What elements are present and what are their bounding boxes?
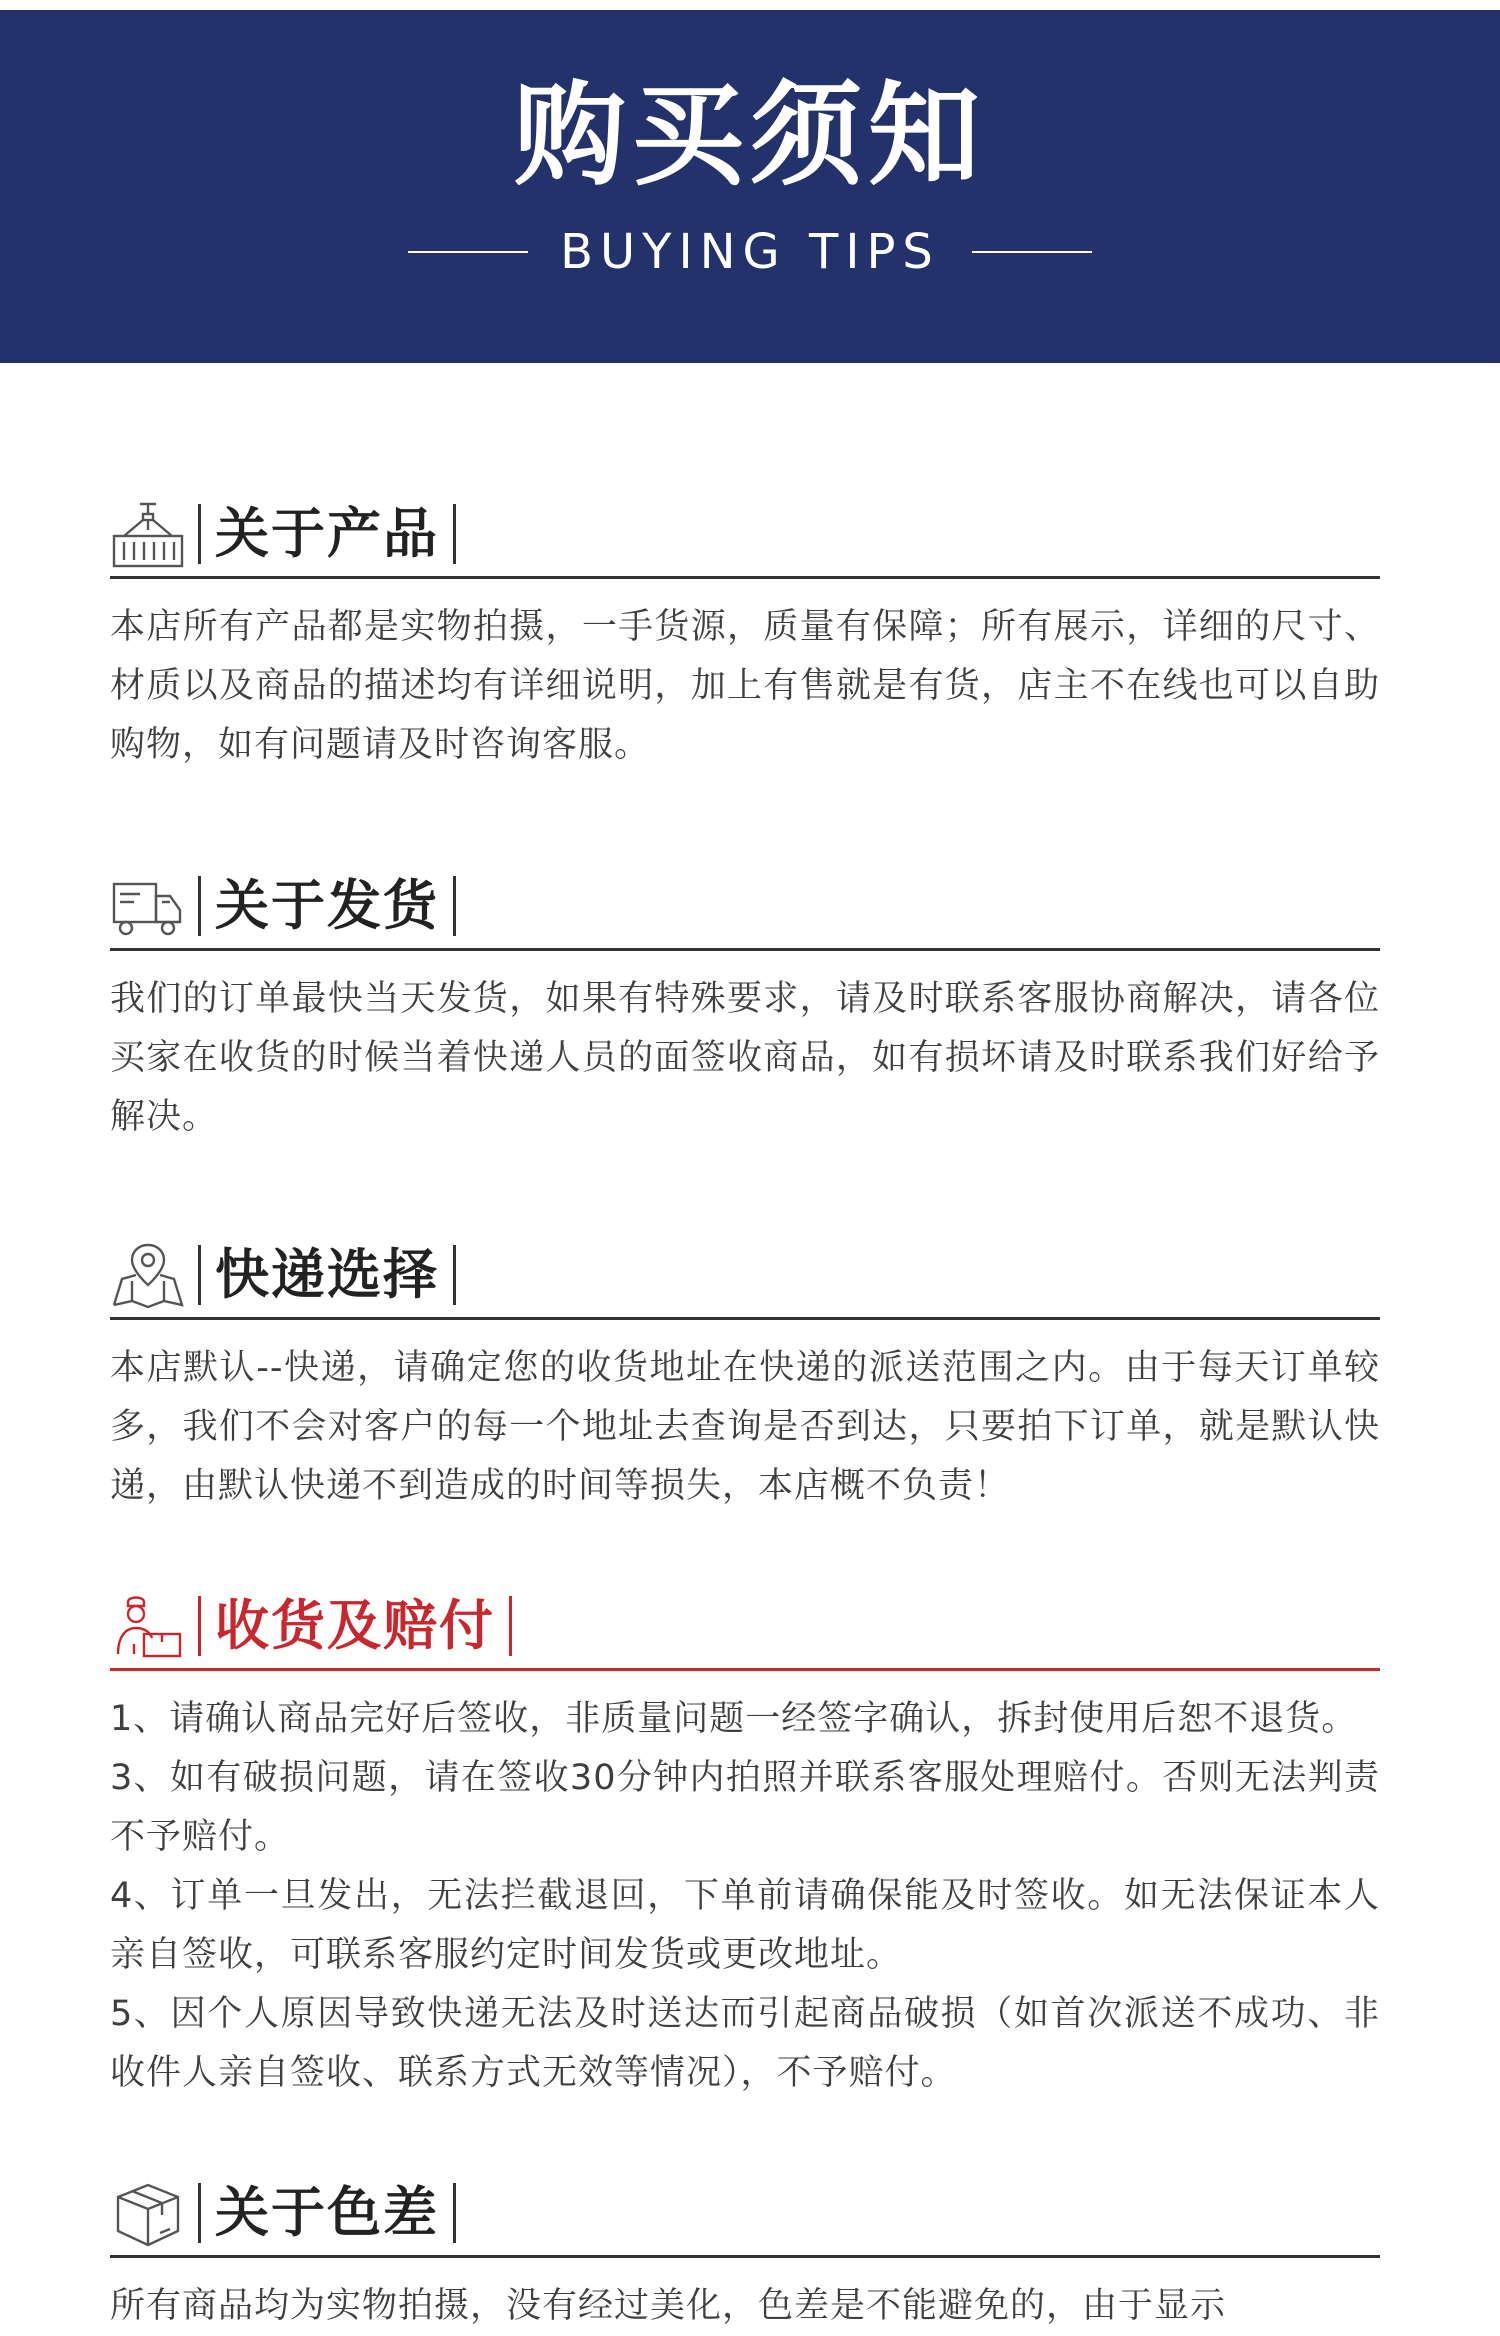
title-bar-right <box>453 2183 456 2243</box>
banner-subtitle: BUYING TIPS <box>560 224 940 280</box>
section-title: 关于发货 <box>215 874 439 937</box>
section-rule <box>110 1668 1380 1671</box>
title-bar-right <box>453 1245 456 1305</box>
section-header <box>110 1229 1380 1319</box>
map-pin-icon <box>110 1241 186 1311</box>
section-courier <box>110 1229 1380 1516</box>
courier-parcel-icon <box>110 1592 186 1662</box>
list-item: 5、因个人原因导致快递无法及时送达而引起商品破损（如首次派送不成功、非收件人亲自签收、联系方式无效等情况），不予赔付。 <box>110 1994 1380 2093</box>
section-title: 关于色差 <box>215 2181 439 2244</box>
section-body <box>110 598 1380 775</box>
title-bar-left <box>198 1245 201 1305</box>
title-bar-left <box>198 876 201 936</box>
banner-subtitle-row <box>0 224 1500 280</box>
section-body <box>110 970 1380 1147</box>
section-header <box>110 860 1380 950</box>
section-body <box>110 1339 1380 1516</box>
delivery-truck-icon <box>110 872 186 942</box>
section-rule <box>110 2255 1380 2258</box>
title-bar-left <box>198 2183 201 2243</box>
body-paragraph: 我们的订单最快当天发货，如果有特殊要求，请及时联系客服协商解决，请各位买家在收货的时候当着快递人员的面签收商品，如有损坏请及时联系我们好给予解决。 <box>110 979 1380 1137</box>
section-title: 快递选择 <box>215 1243 439 1306</box>
section-title: 收货及赔付 <box>215 1594 495 1657</box>
list-item: 1、请确认商品完好后签收，非质量问题一经签字确认，拆封使用后恕不退货。 <box>110 1699 1358 1739</box>
section-rule <box>110 948 1380 951</box>
title-bar-right <box>509 1596 512 1656</box>
body-paragraph: 本店默认--快递，请确定您的收货地址在快递的派送范围之内。由于每天订单较多，我们不会对客户的每一个地址去查询是否到达，只要拍下订单，就是默认快递，由默认快递不到造成的时间等损失，本店概不负责！ <box>110 1348 1380 1506</box>
page-title: 购买须知 <box>514 71 986 201</box>
section-header <box>110 488 1380 578</box>
section-body <box>110 2277 1380 2336</box>
section-title-group <box>198 2181 456 2245</box>
section-title-group <box>198 1243 456 1307</box>
body-paragraph: 所有商品均为实物拍摄，没有经过美化，色差是不能避免的，由于显示 <box>110 2286 1227 2326</box>
section-rule <box>110 576 1380 579</box>
section-title: 关于产品 <box>215 502 439 565</box>
section-receipt-compensation <box>110 1580 1380 2103</box>
title-bar-left <box>198 1596 201 1656</box>
section-shipping <box>110 860 1380 1147</box>
body-paragraph: 本店所有产品都是实物拍摄，一手货源，质量有保障；所有展示，详细的尺寸、材质以及商品的描述均有详细说明，加上有售就是有货，店主不在线也可以自助购物，如有问题请及时咨询客服。 <box>110 607 1380 765</box>
section-header <box>110 1580 1380 1670</box>
title-bar-right <box>453 504 456 564</box>
list-item: 4、订单一旦发出，无法拦截退回，下单前请确保能及时签收。如无法保证本人亲自签收，可联系客服约定时间发货或更改地址。 <box>110 1876 1380 1975</box>
section-title-group <box>198 1594 512 1658</box>
section-rule <box>110 1317 1380 1320</box>
container-crane-icon <box>110 500 186 570</box>
section-body <box>110 1690 1380 2103</box>
list-item: 3、如有破损问题，请在签收30分钟内拍照并联系客服处理赔付。否则无法判责不予赔付。 <box>110 1758 1380 1857</box>
title-bar-left <box>198 504 201 564</box>
section-color-difference <box>110 2167 1380 2336</box>
divider-left <box>408 251 528 253</box>
box-icon <box>110 2179 186 2249</box>
title-bar-right <box>453 876 456 936</box>
divider-right <box>972 251 1092 253</box>
section-title-group <box>198 502 456 566</box>
header-banner <box>0 10 1500 363</box>
section-title-group <box>198 874 456 938</box>
section-header <box>110 2167 1380 2257</box>
section-product <box>110 488 1380 775</box>
